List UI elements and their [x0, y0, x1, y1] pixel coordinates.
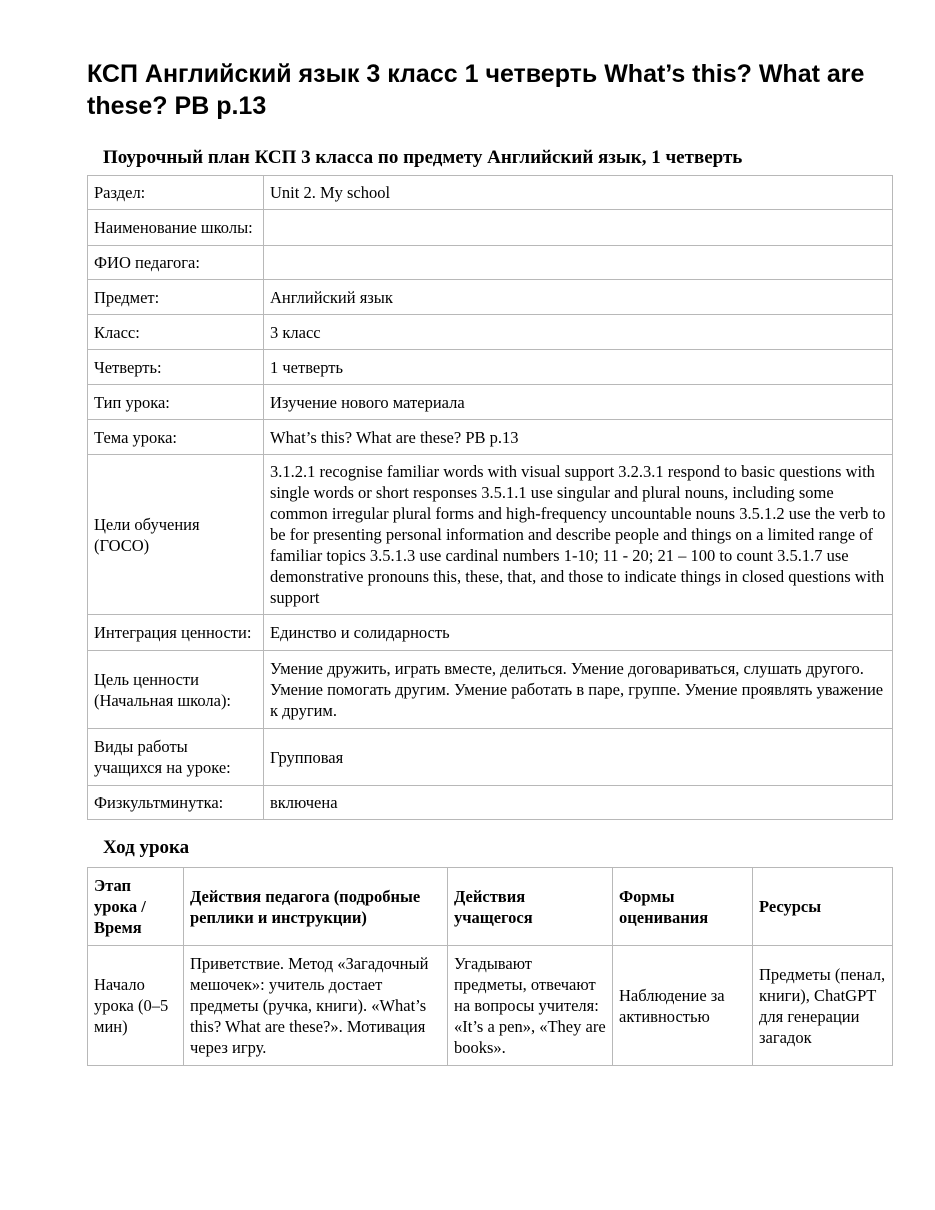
stage-cell: Начало урока (0–5 мин) [88, 946, 184, 1066]
info-row [88, 176, 893, 210]
info-label: Цель ценности (Начальная школа): [88, 651, 264, 729]
info-label: Четверть: [88, 350, 264, 385]
info-row [88, 651, 893, 729]
info-row [88, 280, 893, 315]
lesson-info-table [87, 175, 893, 820]
column-header-stage: Этап урока / Время [88, 868, 184, 946]
info-row [88, 246, 893, 280]
info-row [88, 729, 893, 786]
info-label: Тип урока: [88, 385, 264, 420]
info-label: Класс: [88, 315, 264, 350]
info-row [88, 455, 893, 615]
info-label: Виды работы учащихся на уроке: [88, 729, 264, 786]
info-row [88, 210, 893, 246]
info-row [88, 615, 893, 651]
info-label: ФИО педагога: [88, 246, 264, 280]
info-row [88, 420, 893, 455]
info-value: Единство и солидарность [264, 615, 893, 651]
info-label: Тема урока: [88, 420, 264, 455]
info-value: Умение дружить, играть вместе, делиться. Умение договариваться, слушать другого. Умение помогать другим. Умение работать в паре, группе. Умение проявлять уважение к другим. [264, 651, 893, 729]
info-label: Цели обучения (ГОСО) [88, 455, 264, 615]
column-header-teacher-actions: Действия педагога (подробные реплики и инструкции) [184, 868, 448, 946]
info-value: What’s this? What are these? PB p.13 [264, 420, 893, 455]
info-value: включена [264, 786, 893, 820]
student-actions-cell: Угадывают предметы, отвечают на вопросы учителя: «It’s a pen», «They are books». [448, 946, 613, 1066]
info-value: Групповая [264, 729, 893, 786]
lesson-progress-heading: Ход урока [103, 837, 190, 858]
info-row [88, 786, 893, 820]
info-value [264, 210, 893, 246]
assessment-cell: Наблюдение за активностью [613, 946, 753, 1066]
column-header-student-actions: Действия учащегося [448, 868, 613, 946]
info-label: Интеграция ценности: [88, 615, 264, 651]
info-row [88, 385, 893, 420]
column-header-assessment: Формы оценивания [613, 868, 753, 946]
resources-cell: Предметы (пенал, книги), ChatGPT для генерации загадок [753, 946, 893, 1066]
info-row [88, 350, 893, 385]
info-value: 1 четверть [264, 350, 893, 385]
info-label: Наименование школы: [88, 210, 264, 246]
info-value: 3.1.2.1 recognise familiar words with visual support 3.2.3.1 respond to basic questions with single words or short responses 3.5.1.1 use singular and plural nouns, including some common irregular plural forms and high-frequency uncountable nouns 3.5.1.2 use the verb to be for presenting personal information and describe people and things on a limited range of familiar topics 3.5.1.3 use cardinal numbers 1-10; 11 - 20; 21 – 100 to count 3.5.1.7 use demonstrative pronouns this, these, that, and those to indicate things in closed questions with support [264, 455, 893, 615]
info-row [88, 315, 893, 350]
info-value: 3 класс [264, 315, 893, 350]
info-label: Раздел: [88, 176, 264, 210]
info-value: Unit 2. My school [264, 176, 893, 210]
table-row [88, 946, 893, 1066]
info-value [264, 246, 893, 280]
column-header-resources: Ресурсы [753, 868, 893, 946]
lesson-progress-table [87, 867, 893, 1066]
table-header-row [88, 868, 893, 946]
info-label: Физкультминутка: [88, 786, 264, 820]
info-value: Английский язык [264, 280, 893, 315]
document-page [87, 58, 893, 1066]
plan-heading: Поурочный план КСП 3 класса по предмету Английский язык, 1 четверть [103, 147, 743, 168]
document-title: КСП Английский язык 3 класс 1 четверть What’s this? What are these? PB p.13 [87, 60, 865, 120]
info-label: Предмет: [88, 280, 264, 315]
info-value: Изучение нового материала [264, 385, 893, 420]
teacher-actions-cell: Приветствие. Метод «Загадочный мешочек»: учитель достает предметы (ручка, книги). «What’s this? What are these?». Мотивация через игру. [184, 946, 448, 1066]
